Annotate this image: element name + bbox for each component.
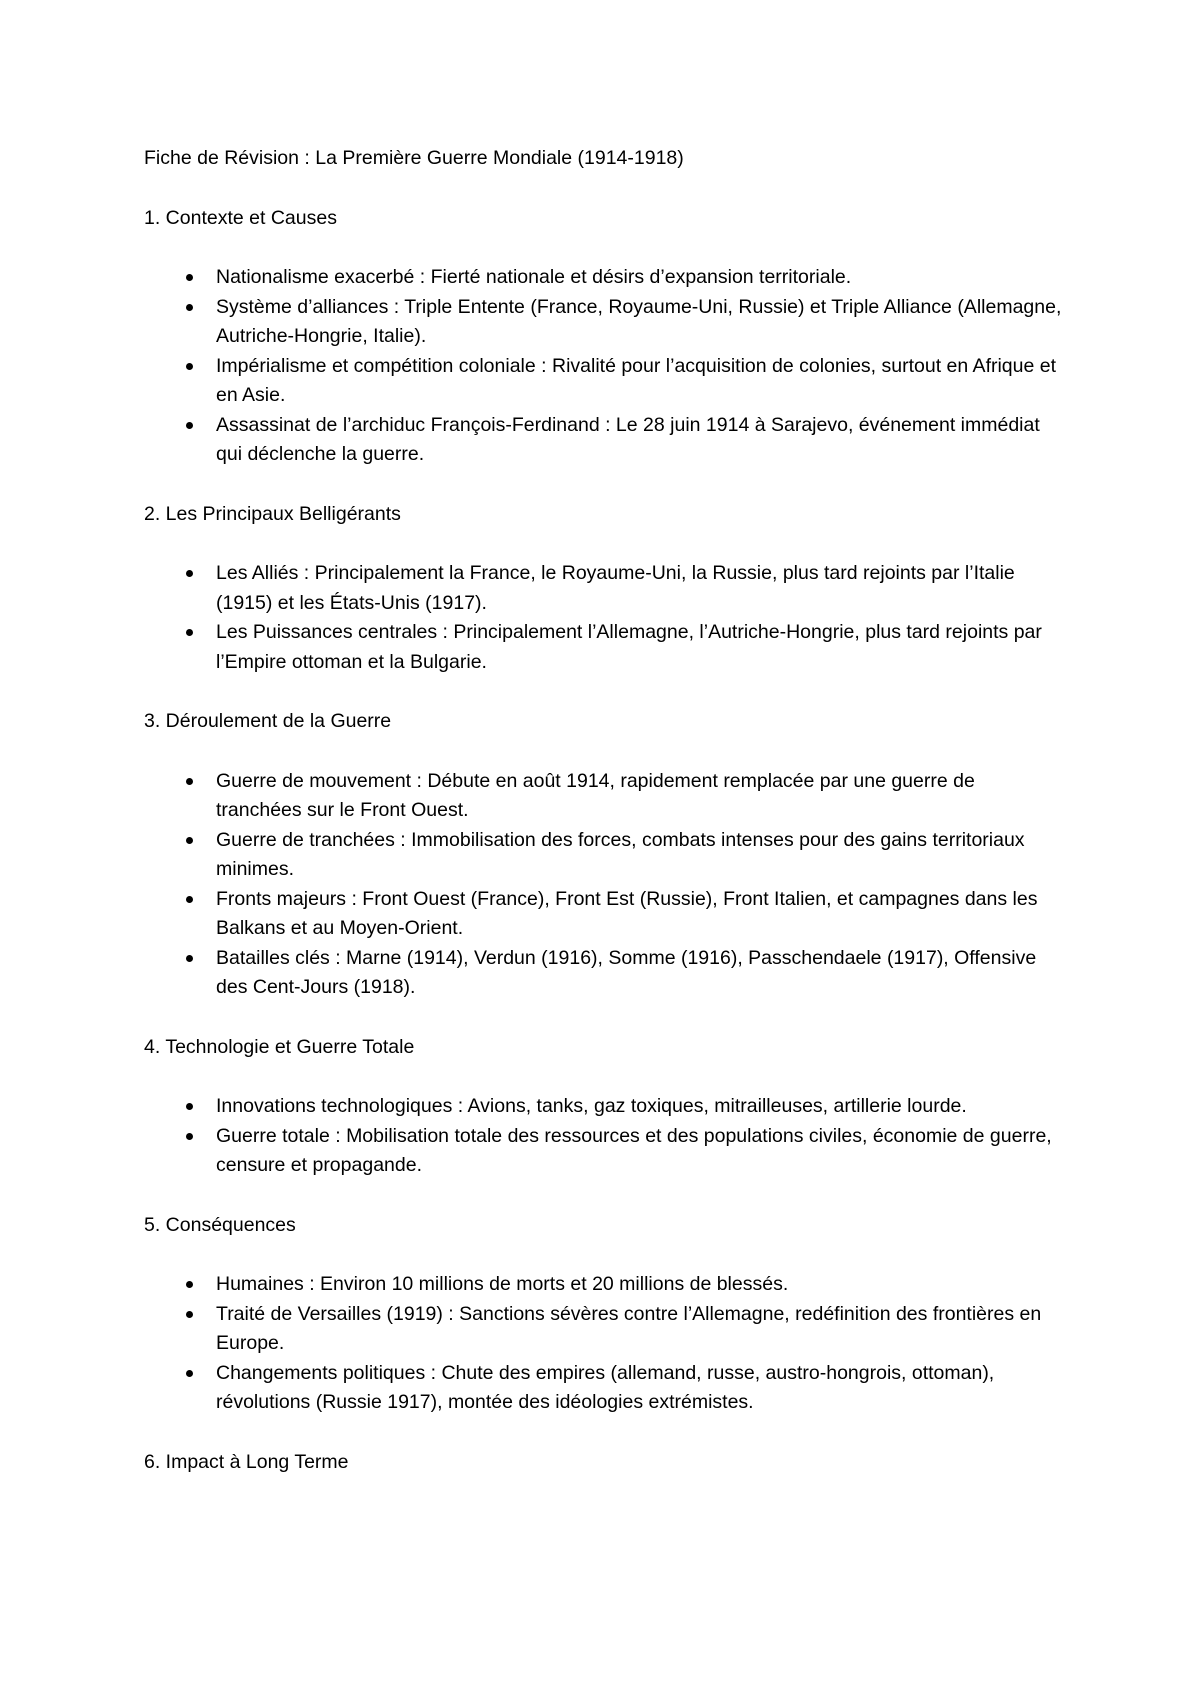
list-item-text: Humaines : Environ 10 millions de morts et 20 millions de blessés. [216,1273,789,1295]
list-item-text: Impérialisme et compétition coloniale : Rivalité pour l’acquisition de colonies, surtout en Afrique et en Asie. [216,354,1057,406]
list-item-text: Traité de Versailles (1919) : Sanctions sévères contre l’Allemagne, redéfinition des frontières en Europe. [216,1302,1042,1354]
list-item [216,826,1064,885]
bullet-icon [186,1133,193,1140]
list-item-text: Les Alliés : Principalement la France, le Royaume-Uni, la Russie, plus tard rejoints par l’Italie (1915) et les États-Unis (1917). [216,562,1015,614]
bullet-icon [186,422,193,429]
list-item [216,885,1064,944]
list-item [216,263,1064,293]
list-item [216,293,1064,352]
list-item [216,1300,1064,1359]
list-item-text: Guerre de mouvement : Débute en août 1914, rapidement remplacée par une guerre de tranchées sur le Front Ouest. [216,769,975,821]
section-list-4 [144,1092,1064,1181]
list-item [216,1270,1064,1300]
section-heading-6: 6. Impact à Long Terme [144,1450,349,1473]
bullet-icon [186,1281,193,1288]
bullet-icon [186,629,193,636]
list-item-text: Système d’alliances : Triple Entente (France, Royaume-Uni, Russie) et Triple Alliance (Allemagne, Autriche-Hongrie, Italie). [216,295,1062,347]
bullet-icon [186,304,193,311]
bullet-icon [186,955,193,962]
bullet-icon [186,274,193,281]
document-page [144,144,1064,1477]
section-list-2 [144,559,1064,677]
section-list-5 [144,1270,1064,1418]
list-item [216,767,1064,826]
list-item [216,1092,1064,1122]
section-list-3 [144,767,1064,1003]
section-heading-3: 3. Déroulement de la Guerre [144,710,392,732]
bullet-icon [186,1311,193,1318]
section-list-1 [144,263,1064,470]
list-item-text: Innovations technologiques : Avions, tanks, gaz toxiques, mitrailleuses, artillerie lourde. [216,1095,967,1117]
document-title: Fiche de Révision : La Première Guerre Mondiale (1914-1918) [144,147,684,169]
list-item [216,944,1064,1003]
list-item-text: Assassinat de l’archiduc François-Ferdinand : Le 28 juin 1914 à Sarajevo, événement immédiat qui déclenche la guerre. [216,413,1040,465]
list-item [216,618,1064,677]
list-item [216,352,1064,411]
list-item [216,411,1064,470]
bullet-icon [186,1370,193,1377]
list-item-text: Guerre totale : Mobilisation totale des ressources et des populations civiles, économie de guerre, censure et propagande. [216,1124,1052,1176]
list-item [216,1359,1064,1418]
bullet-icon [186,896,193,903]
section-heading-4: 4. Technologie et Guerre Totale [144,1035,415,1058]
bullet-icon [186,1103,193,1110]
list-item-text: Les Puissances centrales : Principalement l’Allemagne, l’Autriche-Hongrie, plus tard rejoints par l’Empire ottoman et la Bulgarie. [216,621,1042,673]
list-item [216,1122,1064,1181]
list-item-text: Changements politiques : Chute des empires (allemand, russe, austro-hongrois, ottoman), révolutions (Russie 1917), montée des idéologies extrémistes. [216,1361,995,1413]
list-item-text: Nationalisme exacerbé : Fierté nationale et désirs d’expansion territoriale. [216,266,852,288]
bullet-icon [186,837,193,844]
section-heading-1: 1. Contexte et Causes [144,206,337,229]
bullet-icon [186,363,193,370]
list-item-text: Batailles clés : Marne (1914), Verdun (1916), Somme (1916), Passchendaele (1917), Offensive des Cent-Jours (1918). [216,946,1037,998]
bullet-icon [186,570,193,577]
list-item-text: Guerre de tranchées : Immobilisation des forces, combats intenses pour des gains territoriaux minimes. [216,828,1025,880]
section-heading-5: 5. Conséquences [144,1213,296,1236]
list-item [216,559,1064,618]
bullet-icon [186,778,193,785]
section-heading-2: 2. Les Principaux Belligérants [144,502,401,525]
list-item-text: Fronts majeurs : Front Ouest (France), Front Est (Russie), Front Italien, et campagnes dans les Balkans et au Moyen-Orient. [216,887,1038,939]
